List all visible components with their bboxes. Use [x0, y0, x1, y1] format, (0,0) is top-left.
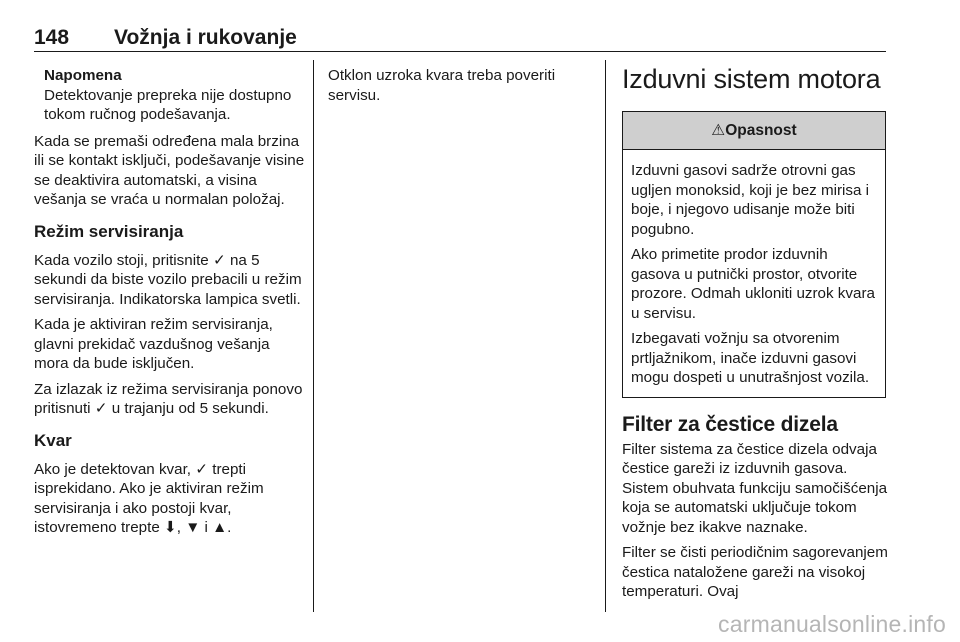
arrow-up-icon: ▲	[212, 519, 228, 536]
column-1	[34, 66, 306, 544]
warning-icon: ⚠	[711, 122, 726, 139]
paragraph-service-exit: Za izlazak iz režima servisiranja ponovo pritisnuti ✓ u trajanju od 5 sekundi.	[34, 380, 303, 417]
danger-body	[623, 150, 885, 397]
page-number: 148	[34, 26, 70, 49]
danger-paragraph-2: Ako primetite prodor izduvnih gasova u putnički prostor, otvorite prozore. Odmah ukloniti uzrok kvara u servisu.	[631, 246, 875, 322]
heading-service-mode: Režim servisiranja	[34, 221, 184, 241]
heading-diesel-filter: Filter za čestice dizela	[622, 412, 838, 436]
note-text: Detektovanje prepreka nije dostupno tokom ručnog podešavanja.	[44, 86, 292, 123]
column-divider-1	[313, 60, 314, 612]
column-3	[622, 63, 892, 608]
paragraph-service-switch: Kada je aktiviran režim servisiranja, glavni prekidač vazdušnog vešanja mora da bude isključen.	[34, 316, 273, 372]
lower-icon: ⬇	[164, 519, 177, 536]
heading-exhaust-system: Izduvni sistem motora	[622, 64, 881, 94]
watermark: carmanualsonline.info	[718, 611, 946, 637]
note-block	[34, 66, 306, 125]
danger-paragraph-3: Izbegavati vožnju sa otvorenim prtljažnikom, inače izduvni gasovi mogu dospeti u unutrašnjost vozila.	[631, 330, 870, 386]
paragraph-height-deactivation: Kada se premaši određena mala brzina ili se kontakt isključi, podešavanje visine se deaktivira automatski, a visina vešanja se vraća u normalan položaj.	[34, 132, 305, 208]
wrench-icon: ✓	[195, 460, 208, 478]
column-2	[328, 66, 590, 111]
chapter-title: Vožnja i rukovanje	[114, 26, 297, 49]
arrow-down-icon: ▼	[185, 519, 201, 536]
page-header	[34, 26, 886, 52]
paragraph-filter-2: Filter se čisti periodičnim sagorevanjem čestica nataložene gareži na visokoj temperaturi. Ovaj	[622, 544, 888, 600]
column-divider-2	[605, 60, 606, 612]
paragraph-fault-service: Otklon uzroka kvara treba poveriti servisu.	[328, 67, 556, 104]
danger-title: Opasnost	[725, 122, 797, 139]
danger-box	[622, 111, 886, 398]
paragraph-fault: Ako je detektovan kvar, ✓ trepti isprekidano. Ako je aktiviran režim servisiranja i ako postoji kvar, istovremeno trepte ⬇, ▼ i ▲.	[34, 460, 264, 536]
note-title: Napomena	[44, 67, 122, 84]
heading-fault: Kvar	[34, 430, 72, 450]
paragraph-service-enter: Kada vozilo stoji, pritisnite ✓ na 5 sekundi da biste vozilo prebacili u režim servisiranja. Indikatorska lampica svetli.	[34, 251, 302, 308]
wrench-icon: ✓	[94, 400, 108, 417]
wrench-icon: ✓	[212, 251, 226, 269]
paragraph-filter-1: Filter sistema za čestice dizela odvaja čestice gareži iz izduvnih gasova. Sistem obuhvata funkciju samočišćenja koja se automatski uključuje tokom vožnje bez ikakve naznake.	[622, 440, 888, 536]
danger-paragraph-1: Izduvni gasovi sadrže otrovni gas ugljen monoksid, koji je bez mirisa i boje, i njegovo udisanje može biti pogubno.	[631, 162, 870, 238]
danger-header	[623, 112, 885, 150]
